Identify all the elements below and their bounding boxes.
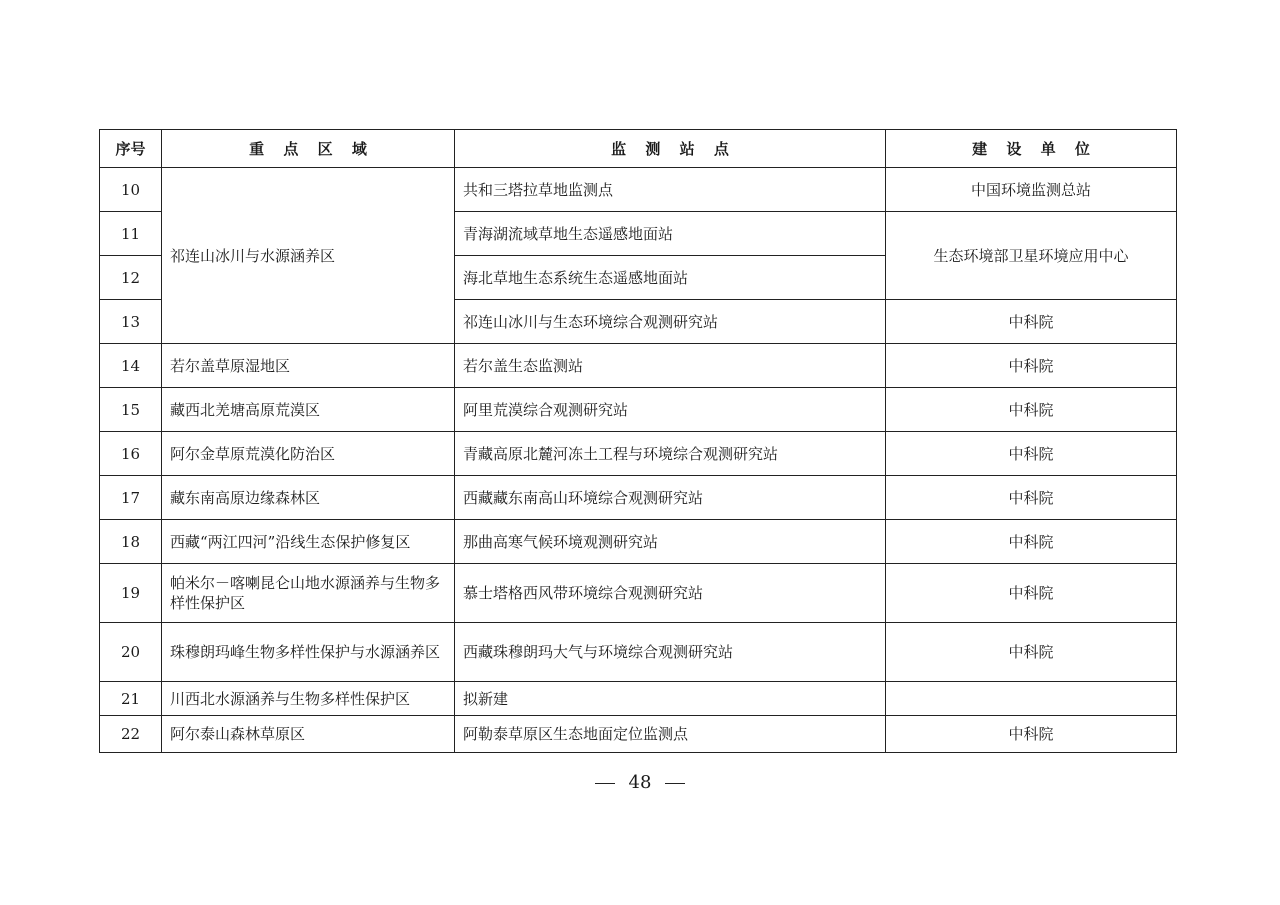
row-unit: 中科院: [886, 388, 1177, 432]
row-region: 帕米尔－喀喇昆仑山地水源涵养与生物多样性保护区: [162, 564, 455, 623]
page-footer: [0, 772, 1280, 793]
row-number: 22: [100, 716, 162, 753]
row-station: 那曲高寒气候环境观测研究站: [455, 520, 886, 564]
row-unit: 中科院: [886, 344, 1177, 388]
row-station: 拟新建: [455, 682, 886, 716]
row-station: 海北草地生态系统生态遥感地面站: [455, 256, 886, 300]
row-number: 16: [100, 432, 162, 476]
row-unit: 中科院: [886, 476, 1177, 520]
table-row: [100, 682, 1177, 716]
row-station: 若尔盖生态监测站: [455, 344, 886, 388]
footer-dash-right: [665, 783, 685, 784]
table-row: [100, 168, 1177, 212]
monitoring-station-table: [99, 129, 1177, 753]
table-row: [100, 344, 1177, 388]
row-unit: 生态环境部卫星环境应用中心: [886, 212, 1177, 300]
row-station: 慕士塔格西风带环境综合观测研究站: [455, 564, 886, 623]
row-station: 祁连山冰川与生态环境综合观测研究站: [455, 300, 886, 344]
row-station: 阿勒泰草原区生态地面定位监测点: [455, 716, 886, 753]
row-region: 阿尔金草原荒漠化防治区: [162, 432, 455, 476]
row-station: 共和三塔拉草地监测点: [455, 168, 886, 212]
row-station: 青海湖流域草地生态遥感地面站: [455, 212, 886, 256]
row-unit: 中科院: [886, 564, 1177, 623]
row-unit: 中科院: [886, 520, 1177, 564]
header-key-region: 重 点 区 域: [162, 130, 455, 168]
row-unit: 中科院: [886, 716, 1177, 753]
row-number: 14: [100, 344, 162, 388]
row-number: 15: [100, 388, 162, 432]
table-row: [100, 564, 1177, 623]
row-region: 藏东南高原边缘森林区: [162, 476, 455, 520]
table-row: [100, 716, 1177, 753]
table-row: [100, 432, 1177, 476]
row-region: 珠穆朗玛峰生物多样性保护与水源涵养区: [162, 623, 455, 682]
row-unit: 中国环境监测总站: [886, 168, 1177, 212]
row-station: 阿里荒漠综合观测研究站: [455, 388, 886, 432]
row-station: 青藏高原北麓河冻土工程与环境综合观测研究站: [455, 432, 886, 476]
table-row: [100, 623, 1177, 682]
table-row: [100, 520, 1177, 564]
row-region: 川西北水源涵养与生物多样性保护区: [162, 682, 455, 716]
table-header-row: [100, 130, 1177, 168]
row-station: 西藏藏东南高山环境综合观测研究站: [455, 476, 886, 520]
row-number: 12: [100, 256, 162, 300]
header-construction-unit: 建 设 单 位: [886, 130, 1177, 168]
header-number: 序号: [100, 130, 162, 168]
row-number: 18: [100, 520, 162, 564]
row-number: 11: [100, 212, 162, 256]
row-region: 若尔盖草原湿地区: [162, 344, 455, 388]
row-unit: 中科院: [886, 432, 1177, 476]
row-region: 藏西北羌塘高原荒漠区: [162, 388, 455, 432]
table-row: [100, 388, 1177, 432]
row-region: 阿尔泰山森林草原区: [162, 716, 455, 753]
row-unit: 中科院: [886, 300, 1177, 344]
header-monitoring-station: 监 测 站 点: [455, 130, 886, 168]
row-station: 西藏珠穆朗玛大气与环境综合观测研究站: [455, 623, 886, 682]
row-region: 祁连山冰川与水源涵养区: [162, 168, 455, 344]
row-region: 西藏“两江四河”沿线生态保护修复区: [162, 520, 455, 564]
row-unit: 中科院: [886, 623, 1177, 682]
row-number: 19: [100, 564, 162, 623]
page-number: 48: [628, 772, 652, 793]
row-number: 20: [100, 623, 162, 682]
row-unit: [886, 682, 1177, 716]
row-number: 10: [100, 168, 162, 212]
row-number: 13: [100, 300, 162, 344]
footer-dash-left: [595, 783, 615, 784]
row-number: 21: [100, 682, 162, 716]
table-row: [100, 476, 1177, 520]
row-number: 17: [100, 476, 162, 520]
